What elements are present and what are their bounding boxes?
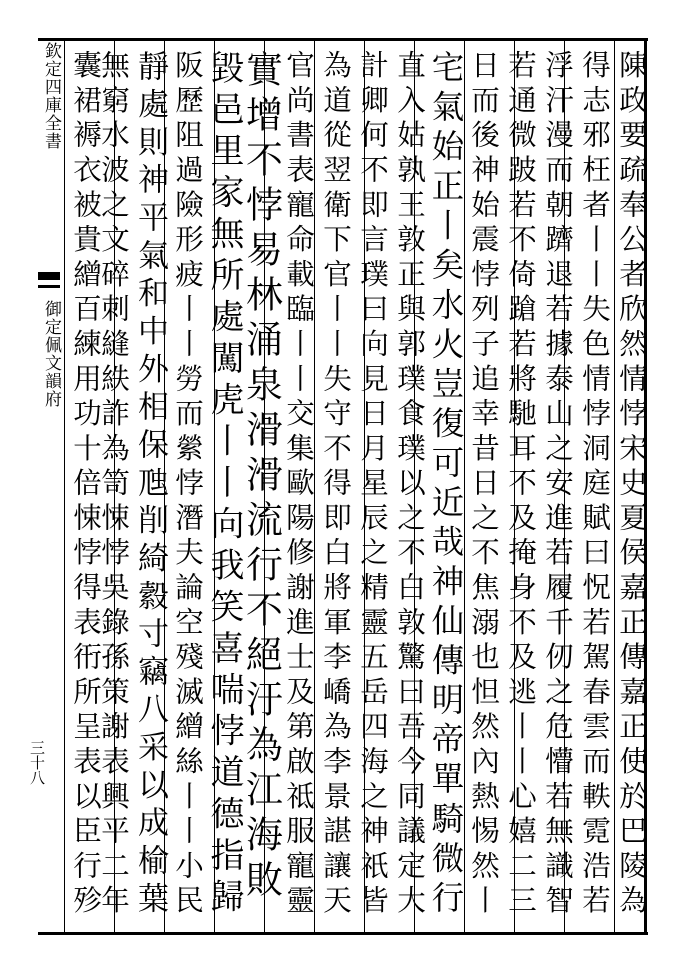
text-column-7: 直入姑孰王敦正與郭璞食璞以之不白敦驚曰吾今同議定大 (393, 50, 426, 920)
top-border (38, 38, 648, 41)
text-column-10: 官尚書表寵命載臨丨丨交集歐陽修謝進士及第啟祗服寵靈 (282, 50, 315, 920)
text-column-1: 陳政要疏奉公者欣然情悖宋史夏侯嘉正傳嘉正使於巴陵為 (615, 50, 648, 920)
margin-header-text: 欽定四庫全書 (41, 42, 61, 150)
text-column-15: 無窮水波之文碎刺縫紩詐為笥悚悖吳錄孫策謝表興平二年 (97, 50, 130, 920)
text-column-8: 計卿何不即言璞曰向見日月星辰之精靈五岳四海之神祇皆 (356, 50, 389, 920)
page-number: 三十八 (28, 740, 46, 785)
fishtail-mark-lower (38, 285, 60, 288)
text-column-16: 囊裙褥衣被貴繒百練用功十倍悚悖得表衎所呈表以臣行殄 (69, 50, 102, 920)
text-column-9: 為道從翌衛下官丨丨失守不得即白將軍李嶠為李景諶讓天 (319, 50, 352, 920)
text-column-5: 日而後神始震悖列子追幸昔日之不焦溺也怛然內熱惕然丨 (467, 50, 500, 920)
text-column-12: 毀邑里家無所處闖虎丨丨向我笑喜喘悖道德指歸 (204, 50, 244, 920)
text-column-3: 浮汗漫而朝躋退若據泰山之安進若履千仞之危懵若無識智 (541, 50, 574, 920)
fishtail-mark (38, 272, 60, 280)
column-divider (64, 38, 65, 935)
text-column-2: 得志邪枉者丨丨失色情悖洞庭賦曰怳若駕春雲而軼霓浩若 (578, 50, 611, 920)
text-column-4: 若通微跛若不倚蹌若將馳耳不及掩身不及逃丨丨心嬉二三 (504, 50, 537, 920)
bottom-border (38, 932, 648, 935)
margin-book-title: 御定佩文韻府 (41, 300, 61, 408)
text-column-6: 宅氣始正丨矣水火豈復可近哉神仙傳明帝單騎微行 (427, 50, 465, 920)
text-column-14: 靜處則神平氣和中外相保虺削綺縠寸竊八采以成榆葉 (132, 50, 168, 920)
text-column-11: 實增不悖易林涌泉滑滑流行不絕汙為江海敗 (240, 50, 283, 905)
text-column-13: 阪歷阻過險形疲丨丨勞而縈悖潛夫論空殘滅繒絲丨丨小民 (171, 50, 204, 920)
